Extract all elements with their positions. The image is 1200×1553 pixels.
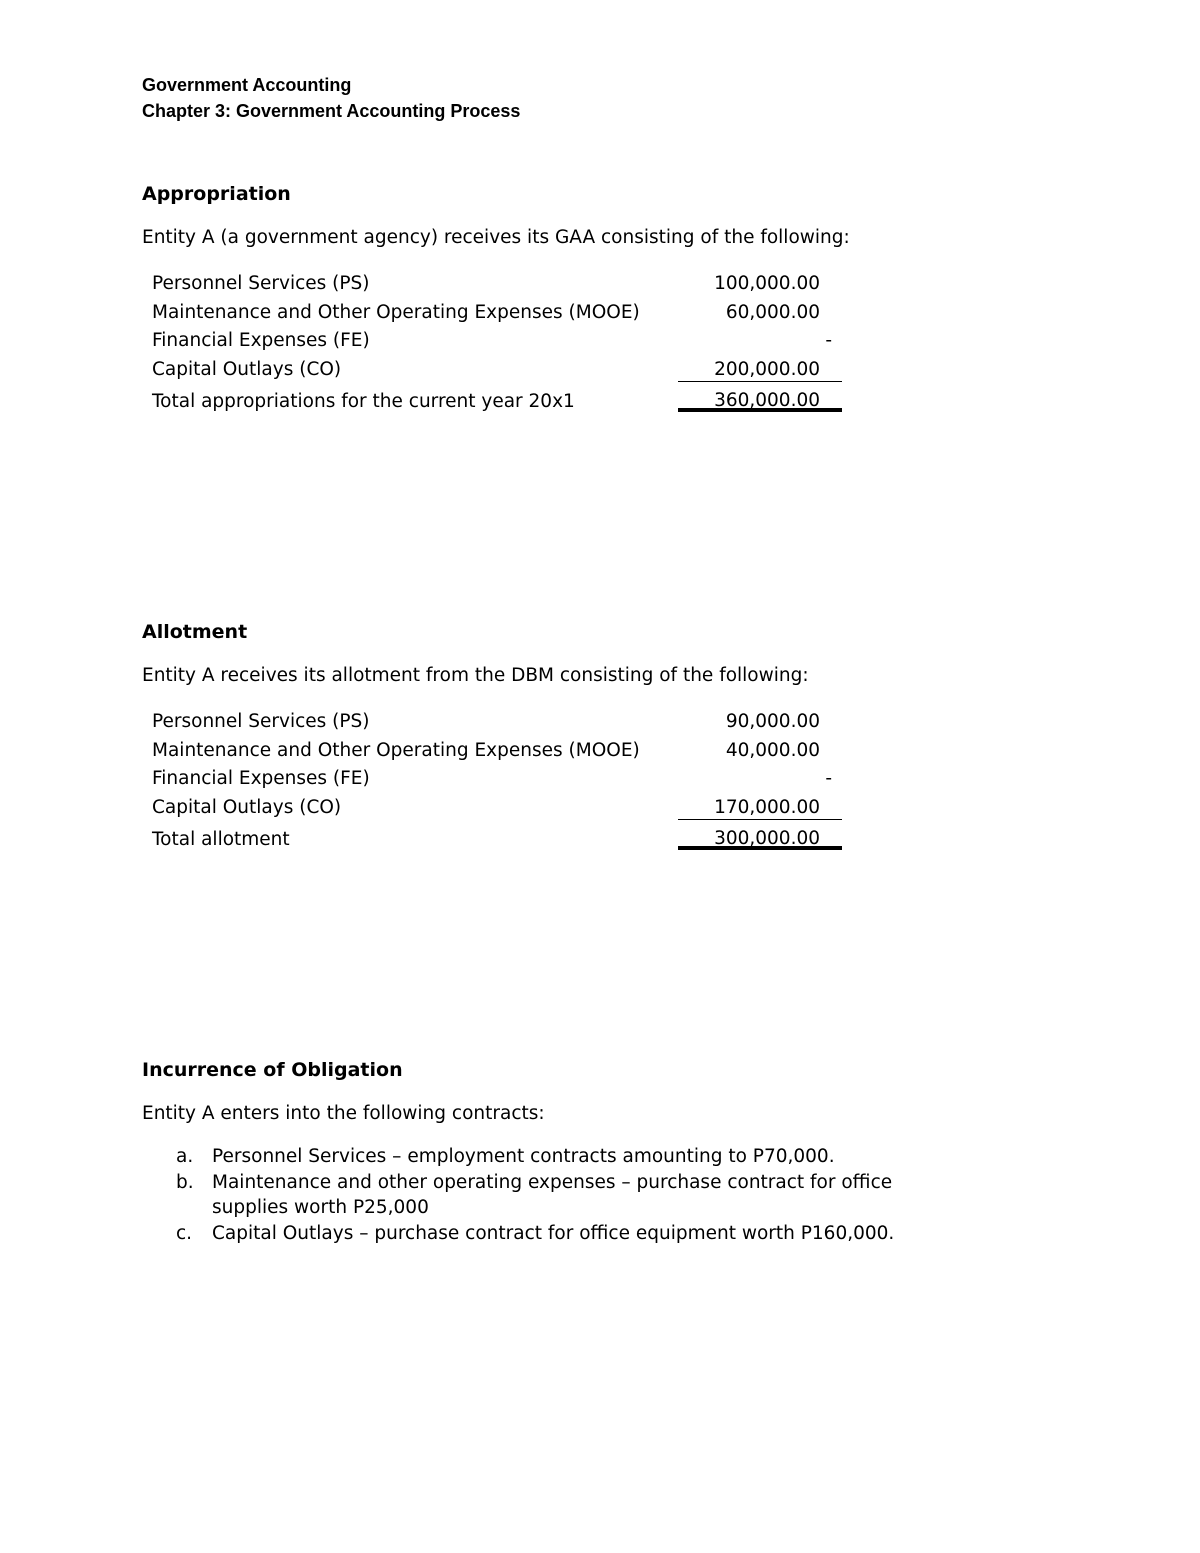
contracts-list xyxy=(142,1144,1042,1246)
row-amount: 100,000.00 xyxy=(714,273,820,294)
total-label: Total appropriations for the current year 20x1 xyxy=(152,391,575,412)
list-item-text: Maintenance and other operating expenses – purchase contract for office supplies worth P25,000 xyxy=(212,1171,893,1218)
chapter-title: Chapter 3: Government Accounting Process xyxy=(142,101,521,121)
table-row xyxy=(152,356,842,385)
total-amount: 300,000.00 xyxy=(678,826,842,850)
row-amount: - xyxy=(825,330,832,351)
row-amount: 170,000.00 xyxy=(678,794,842,820)
row-label: Capital Outlays (CO) xyxy=(152,796,342,818)
total-row xyxy=(152,826,842,855)
row-label: Maintenance and Other Operating Expenses (MOOE) xyxy=(152,301,640,323)
total-amount: 360,000.00 xyxy=(678,388,842,412)
obligation-section xyxy=(142,1058,1042,1246)
row-label: Personnel Services (PS) xyxy=(152,273,370,294)
allotment-table xyxy=(152,708,842,855)
row-label: Financial Expenses (FE) xyxy=(152,330,370,351)
row-amount: - xyxy=(825,768,832,789)
allotment-section xyxy=(142,620,1042,855)
row-label: Financial Expenses (FE) xyxy=(152,768,370,789)
obligation-intro: Entity A enters into the following contracts: xyxy=(142,1103,545,1124)
table-row xyxy=(152,794,842,823)
table-row xyxy=(152,737,842,766)
row-label: Capital Outlays (CO) xyxy=(152,358,342,380)
course-title: Government Accounting xyxy=(142,75,352,95)
row-amount: 60,000.00 xyxy=(725,301,820,323)
total-label: Total allotment xyxy=(152,829,290,850)
list-marker: b. xyxy=(176,1171,194,1193)
allotment-intro: Entity A receives its allotment from the DBM consisting of the following: xyxy=(142,665,809,686)
table-row xyxy=(152,270,842,299)
list-marker: c. xyxy=(176,1222,193,1244)
table-row xyxy=(152,327,842,356)
list-item xyxy=(142,1221,972,1247)
appropriation-table xyxy=(152,270,842,417)
document-header xyxy=(142,72,520,124)
row-amount: 200,000.00 xyxy=(678,356,842,382)
row-amount: 90,000.00 xyxy=(725,711,820,732)
table-row xyxy=(152,299,842,328)
appropriation-section xyxy=(142,182,1042,417)
row-label: Maintenance and Other Operating Expenses (MOOE) xyxy=(152,739,640,761)
table-row xyxy=(152,765,842,794)
table-row xyxy=(152,708,842,737)
list-item xyxy=(142,1144,972,1170)
row-amount: 40,000.00 xyxy=(725,739,820,761)
list-item xyxy=(142,1170,972,1221)
allotment-heading: Allotment xyxy=(142,621,248,643)
row-label: Personnel Services (PS) xyxy=(152,711,370,732)
list-item-text: Capital Outlays – purchase contract for office equipment worth P160,000. xyxy=(212,1222,895,1244)
list-item-text: Personnel Services – employment contracts amounting to P70,000. xyxy=(212,1146,835,1167)
obligation-heading: Incurrence of Obligation xyxy=(142,1059,403,1081)
appropriation-heading: Appropriation xyxy=(142,183,291,205)
list-marker: a. xyxy=(176,1146,194,1167)
appropriation-intro: Entity A (a government agency) receives its GAA consisting of the following: xyxy=(142,227,850,248)
total-row xyxy=(152,388,842,417)
